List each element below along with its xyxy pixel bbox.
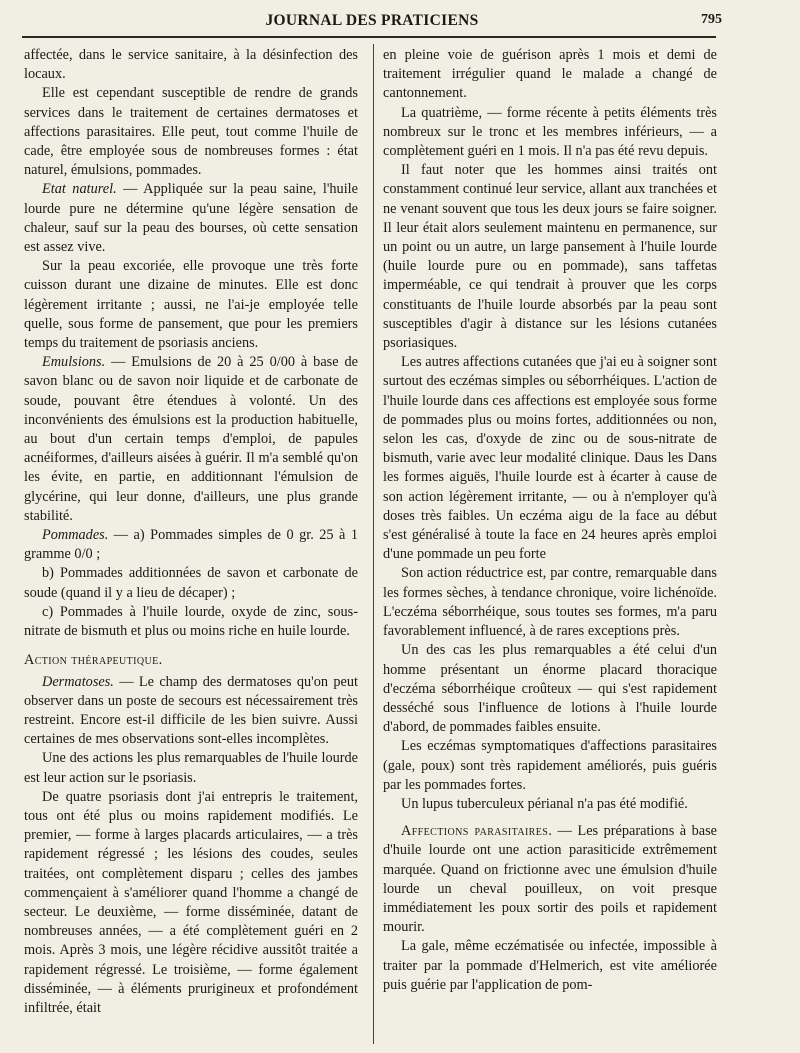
paragraph-text: — Appliquée sur la peau saine, l'huile lourde pure ne détermine qu'une légère sensation de chaleur, sauf sur la peau des bourses, où cette sensation est assez vive. bbox=[24, 181, 358, 256]
paragraph bbox=[24, 749, 358, 787]
paragraph-text: Les eczémas symptomatiques d'affections parasitaires (gale, poux) sont très rapidement améliorés, puis guéris par les pommades fortes. bbox=[383, 738, 717, 793]
paragraph-text: Un des cas les plus remarquables a été celui d'un homme présentant un énorme placard thoracique d'eczéma séborrhéique croûteux — qui s'est rapidement desséché sous l'influence de lotions à l'huile lourde d'abord, de pommades faibles ensuite. bbox=[383, 642, 717, 736]
paragraph bbox=[24, 788, 358, 1018]
paragraph-text: — Emulsions de 20 à 25 0/00 à base de savon blanc ou de savon noir liquide et de carbonate de soude, pouvant être étendues à volonté. Un des inconvénients des émulsions est la production habituelle, au bout d'un certain temps d'emploi, de papules acnéiformes, d'ailleurs aisées à guérir. Il m'a semblé qu'on les évite, en partie, en additionnant l'émulsion de glycérine, qui leur donne, d'ailleurs, une plus grande stabilité. bbox=[24, 354, 358, 524]
run-in-heading: Dermatoses. bbox=[42, 673, 114, 690]
section-heading bbox=[24, 651, 358, 670]
paragraph bbox=[383, 161, 717, 353]
paragraph-text: — Le champ des dermatoses qu'on peut observer dans un poste de secours est nécessairement très restreint. Encore est-il difficile de les bien suivre. Aussi certaines de mes observations sont-elles incomplètes. bbox=[24, 673, 358, 748]
paragraph-text: Action thérapeutique. bbox=[24, 652, 163, 669]
paragraph bbox=[24, 603, 358, 641]
paragraph-text: affectée, dans le service sanitaire, à la désinfection des locaux. bbox=[24, 47, 358, 83]
paragraph-text: De quatre psoriasis dont j'ai entrepris le traitement, tous ont été plus ou moins rapidement modifiés. Le premier, — forme à larges placards articulaires, — a très rapidement régressé ; les lésions des coudes, seules traitées, ont complètement disparu ; celles des jambes commençaient à s'améliorer quand l'homme a changé de secteur. Le deuxième, — forme disséminée, datant de nombreuses années, — a été complètement guéri en 2 mois. Après 3 mois, une légère récidive aussitôt traitée a rapidement régressé. Le troisième, — forme également disséminée, — à éléments prurigineux et profondément infiltrée, était bbox=[24, 788, 358, 1016]
paragraph-text: Les autres affections cutanées que j'ai eu à soigner sont surtout des eczémas simples ou séborrhéiques. L'action de l'huile lourde dans ces affections est employée sous forme de pommades plus ou moins fortes, additionnées ou non, selon les cas, d'oxyde de zinc ou de sous-nitrate de bismuth, varie avec leur modalité clinique. Daus les Dans les formes aiguës, l'huile lourde est à écarter à cause de son action légèrement irritante, — ou à n'employer qu'à doses très faibles. Un eczéma aigu de la face au début s'est généralisé à toute la face en 24 heures après emploi d'une pommade un peu forte bbox=[383, 354, 717, 563]
paragraph bbox=[24, 673, 358, 750]
paragraph bbox=[24, 257, 358, 353]
paragraph-text: b) Pommades additionnées de savon et carbonate de soude (quand il y a lieu de décaper) ; bbox=[24, 565, 358, 601]
paragraph bbox=[24, 353, 358, 526]
paragraph-text: Elle est cependant susceptible de rendre de grands services dans le traitement de certaines dermatoses et affections parasitaires. Elle peut, tout comme l'huile de cade, être employée sous de nombreuses formes : état naturel, émulsions, pommades. bbox=[24, 85, 358, 179]
paragraph-continuation bbox=[383, 46, 717, 104]
page-number: 795 bbox=[701, 12, 722, 27]
run-in-heading: Pommades. bbox=[42, 527, 109, 544]
paragraph-continuation bbox=[24, 46, 358, 84]
paragraph-text: La gale, même eczématisée ou infectée, impossible à traiter par la pommade d'Helmerich, est vite améliorée puis guérie par l'application de pom- bbox=[383, 938, 717, 993]
run-in-heading: Etat naturel. bbox=[42, 181, 117, 198]
paragraph bbox=[383, 104, 717, 162]
header-rule bbox=[22, 36, 716, 38]
paragraph bbox=[24, 526, 358, 564]
paragraph-text: Sur la peau excoriée, elle provoque une très forte cuisson durant une dizaine de minutes. Elle est donc légèrement irritante ; aussi, ne l'ai-je employée telle quelle, sous forme de pansement, que pour les premiers temps du traitement de psoriasis anciens. bbox=[24, 258, 358, 352]
paragraph bbox=[383, 937, 717, 995]
paragraph-text: Un lupus tuberculeux périanal n'a pas été modifié. bbox=[401, 795, 688, 812]
journal-title: JOURNAL DES PRATICIENS bbox=[265, 12, 479, 29]
run-in-heading: Emulsions. bbox=[42, 354, 106, 371]
paragraph bbox=[24, 564, 358, 602]
paragraph bbox=[383, 641, 717, 737]
column-divider bbox=[373, 44, 374, 1044]
right-column bbox=[383, 46, 717, 1046]
left-column bbox=[24, 46, 358, 1046]
paragraph-text: Son action réductrice est, par contre, remarquable dans les formes sèches, à tendance chronique, voire lichénoïde. L'eczéma séborrhéique, sous toutes ses formes, m'a paru favorablement influencé, à de rares exceptions près. bbox=[383, 565, 717, 640]
paragraph bbox=[383, 737, 717, 795]
paragraph bbox=[24, 180, 358, 257]
paragraph bbox=[383, 795, 717, 814]
paragraph bbox=[383, 564, 717, 641]
paragraph-text: — a) Pommades simples de 0 gr. 25 à 1 gramme 0/0 ; bbox=[24, 527, 358, 563]
paragraph-text: en pleine voie de guérison après 1 mois et demi de traitement irrégulier quand le malade a changé de cantonnement. bbox=[383, 47, 717, 102]
paragraph-text: c) Pommades à l'huile lourde, oxyde de zinc, sous-nitrate de bismuth et plus ou moins riche en huile lourde. bbox=[24, 603, 358, 640]
section-paragraph bbox=[383, 822, 717, 937]
section-heading: Affections parasitaires. bbox=[401, 823, 553, 840]
paragraph-text: Une des actions les plus remarquables de l'huile lourde est leur action sur le psoriasis. bbox=[24, 750, 358, 786]
paragraph-text: — Les préparations à base d'huile lourde ont une action parasiticide extrêmement marquée. Quand on frictionne avec une émulsion d'huile lourde un cheval pouilleux, on voit presque immédiatement les poux sortir des poils et rapidement mourir. bbox=[383, 823, 717, 936]
paragraph bbox=[383, 353, 717, 564]
paragraph bbox=[24, 84, 358, 180]
paragraph-text: Il faut noter que les hommes ainsi traités ont constamment continué leur service, allant aux tranchées et ne venant souvent que tous les deux jours se faire soigner. Il leur était alors seulement maintenu en permanence, sur un point ou un autre, un large pansement à l'huile lourde (huile lourde pure ou en pommade), sans taffetas imperméable, ce qui tendrait à prouver que les corps constituants de l'huile lourde absorbés par la peau sont susceptibles d'agir à distance sur les lésions cutanées psoriasiques. bbox=[383, 162, 717, 352]
paragraph-text: La quatrième, — forme récente à petits éléments très nombreux sur le tronc et les membres inférieurs, — a complètement guéri en 1 mois. Il n'a pas été revu depuis. bbox=[383, 104, 717, 160]
running-header bbox=[24, 8, 720, 34]
